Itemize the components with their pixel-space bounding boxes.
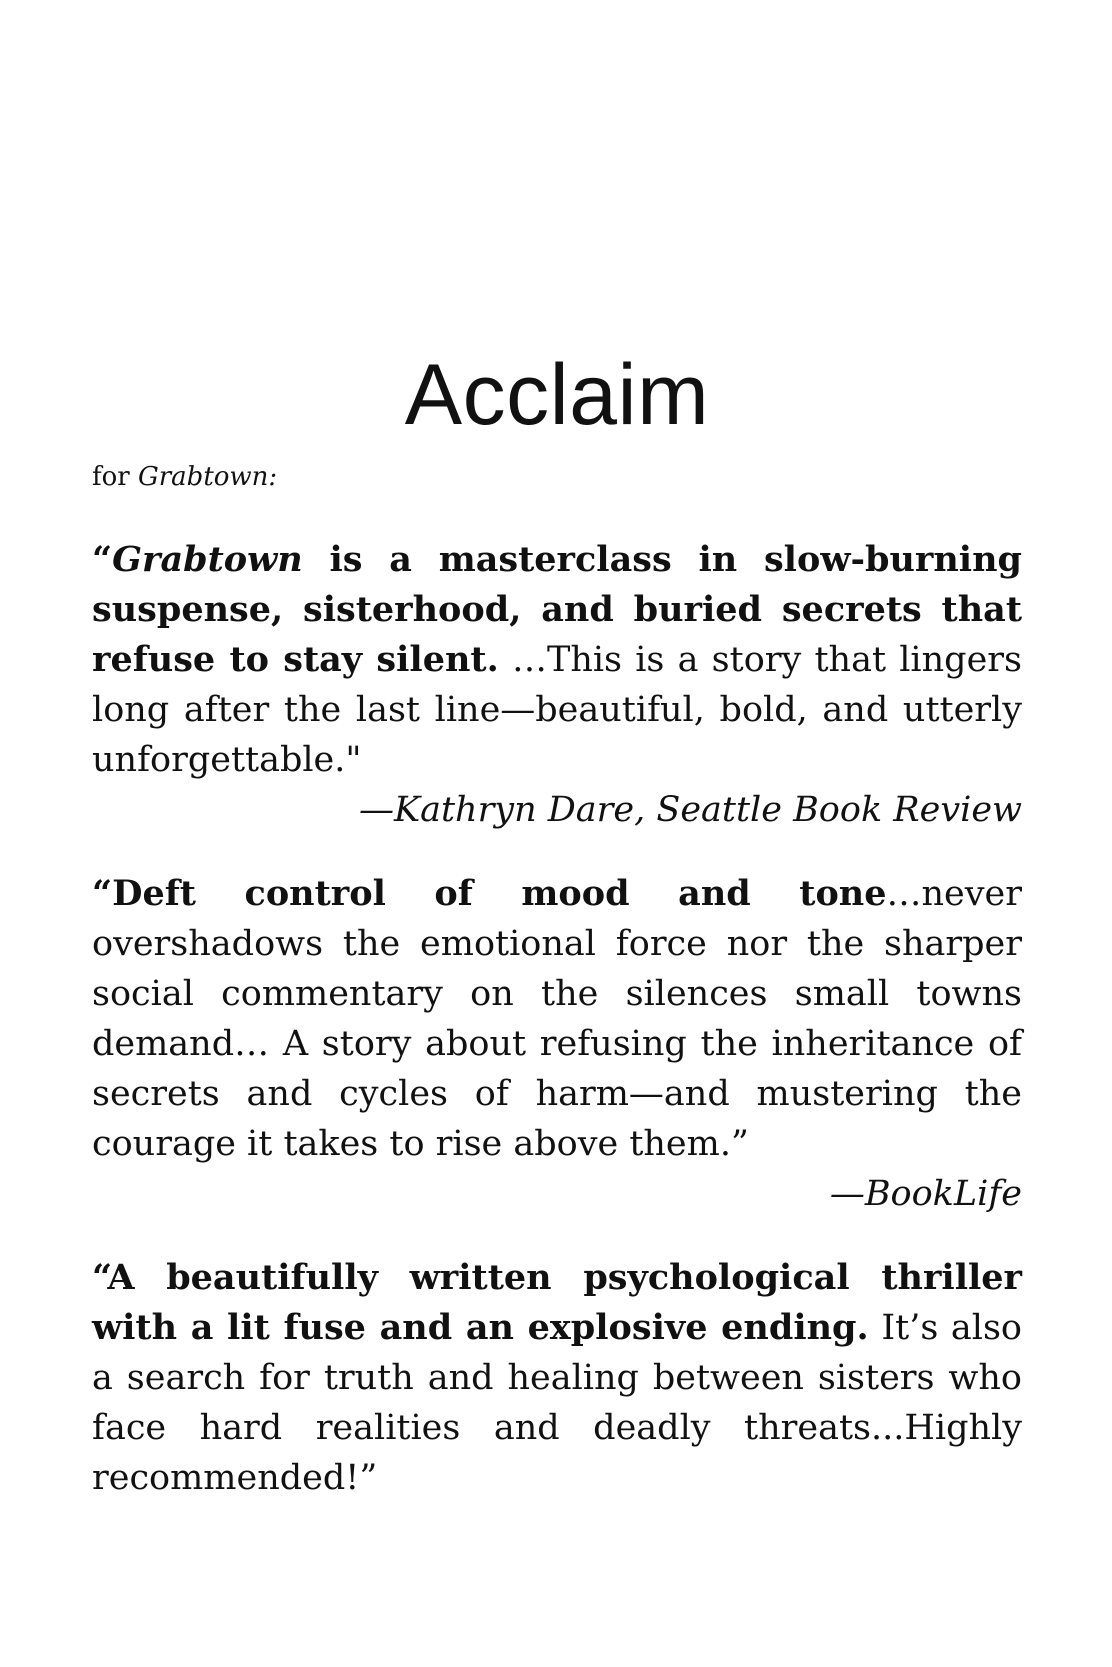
quote-text bbox=[92, 535, 1022, 785]
subtitle bbox=[92, 462, 277, 493]
quote-body: …This is a story that lingers long after the last line—beautiful, bold, and utterly unforgettable." bbox=[92, 640, 1022, 780]
quote-open-mark: “ bbox=[92, 539, 113, 580]
acclaim-page bbox=[92, 0, 1022, 1667]
quotes-list bbox=[92, 535, 1022, 1503]
quote-highlight: is a masterclass in slow-burning suspense, sisterhood, and buried secrets that refuse to stay silent. bbox=[92, 539, 1022, 680]
quote-item bbox=[92, 869, 1022, 1219]
quote-item bbox=[92, 535, 1022, 835]
quote-attribution: —BookLife bbox=[829, 1174, 1022, 1214]
subtitle-prefix: for bbox=[92, 462, 138, 492]
quote-highlight: “A beautifully written psychological thriller with a lit fuse and an explosive ending. bbox=[92, 1257, 1022, 1348]
quote-body: It’s also a search for truth and healing between sisters who face hard realities and deadly threats...Highly recommended!” bbox=[92, 1308, 1022, 1498]
quote-text bbox=[92, 869, 1022, 1169]
quote-highlight: “Deft control of mood and tone bbox=[92, 873, 887, 914]
quote-text bbox=[92, 1253, 1022, 1503]
quote-item bbox=[92, 1253, 1022, 1503]
quote-book-title: Grabtown bbox=[112, 539, 303, 580]
quote-attribution: —Kathryn Dare, Seattle Book Review bbox=[358, 790, 1022, 830]
subtitle-book-title: Grabtown: bbox=[137, 462, 278, 492]
page-title: Acclaim bbox=[404, 347, 710, 443]
quote-body: …never overshadows the emotional force nor the sharper social commentary on the silences small towns demand… A story about refusing the inheritance of secrets and cycles of harm—and mustering the courage it takes to rise above them.” bbox=[92, 874, 1022, 1164]
